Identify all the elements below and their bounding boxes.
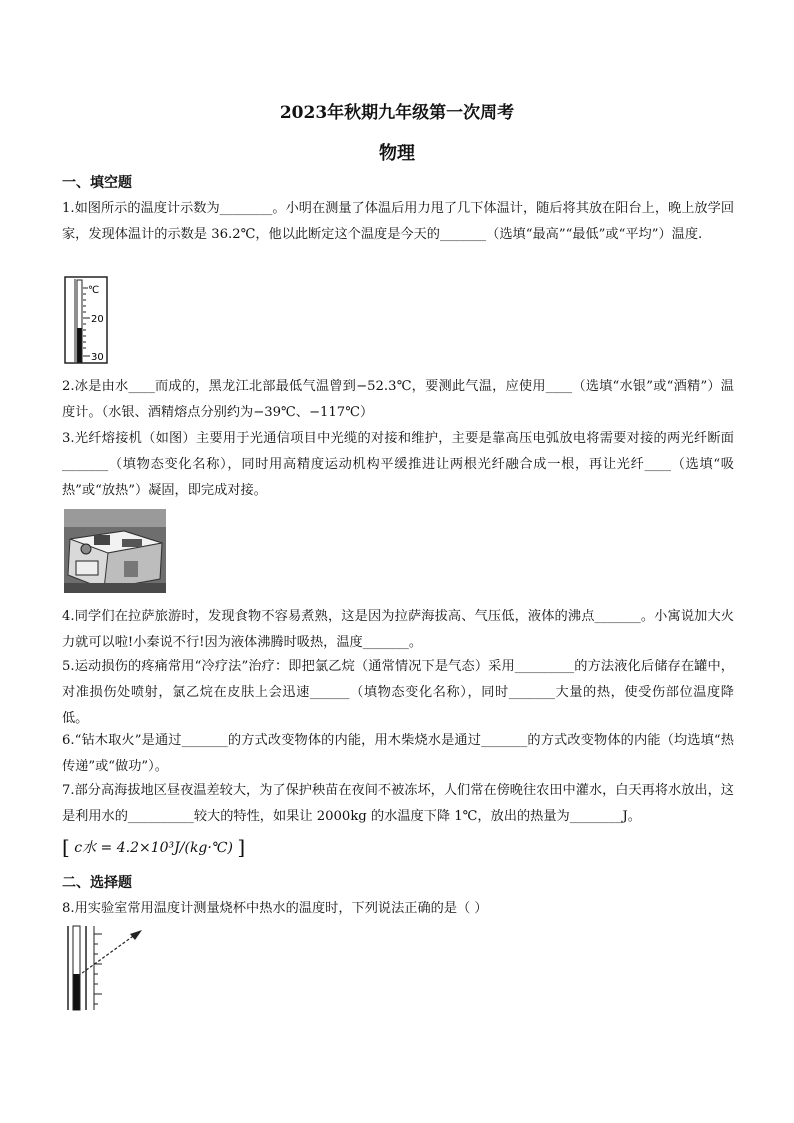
specific-heat-value: c水 = 4.2×10³J/(kg·℃) (74, 840, 233, 856)
thermometer-figure-q1 (64, 276, 110, 364)
question-2: 2.冰是由水____而成的，黑龙江北部最低气温曾到−52.3℃，要测此气温，应使用____（选填“水银”或“酒精”）温度计。（水银、酒精熔点分别约为−39℃、−117℃） (62, 379, 734, 420)
specific-heat-formula: [ c水 = 4.2×10³J/(kg·℃) ] (62, 835, 246, 859)
thermo-tick-20: 20 (91, 314, 104, 325)
question-3: 3.光纤熔接机（如图）主要用于光通信项目中光缆的对接和维护，主要是靠高压电弧放电将需要对接的两光纤断面_______（填物态变化名称），同时用高精度运动机构平缓推进让两根光纤融合成一根，再让光纤____（选填“吸热”或“放热”）凝固，即完成对接。 (62, 431, 734, 498)
thermometer-reading-figure-q8 (64, 924, 148, 1012)
question-1: 1.如图所示的温度计示数为________。小明在测量了体温后用力甩了几下体温计，随后将其放在阳台上，晚上放学回家，发现体温计的示数是 36.2℃，他以此断定这个温度是今天的_______（选填“最高”“最低”或“平均”）温度. (62, 201, 734, 242)
fusion-splicer-photo (64, 509, 166, 593)
question-5: 5.运动损伤的疼痛常用“冷疗法”治疗：即把氯乙烷（通常情况下是气态）采用_________的方法液化后储存在罐中，对准损伤处喷射，氯乙烷在皮肤上会迅速______（填物态变化名称），同时_______大量的热，使受伤部位温度降低。 (62, 659, 734, 726)
question-7: 7.部分高海拔地区昼夜温差较大，为了保护秧苗在夜间不被冻坏，人们常在傍晚往农田中灌水，白天再将水放出，这是利用水的__________较大的特性，如果让 2000kg 的水温度下降 1℃，放出的热量为________J。 (62, 783, 734, 824)
question-6: 6.“钻木取火”是通过_______的方式改变物体的内能，用木柴烧水是通过_______的方式改变物体的内能（均选填“热传递”或“做功”）。 (62, 733, 734, 774)
thermo-tick-30: 30 (91, 352, 104, 363)
question-4: 4.同学们在拉萨旅游时，发现食物不容易煮熟，这是因为拉萨海拔高、气压低，液体的沸点_______。小寓说加大火力就可以啦!小秦说不行!因为液体沸腾时吸热，温度_______。 (62, 609, 734, 650)
subject-title: 物理 (379, 143, 415, 164)
thermo-unit-label: ℃ (88, 285, 100, 296)
section-fill-in-heading: 一、填空题 (62, 175, 132, 191)
exam-title: 2023年秋期九年级第一次周考 (279, 103, 515, 123)
section-choice-heading: 二、选择题 (62, 875, 132, 891)
question-8: 8.用实验室常用温度计测量烧杯中热水的温度时，下列说法正确的是（ ） (62, 901, 488, 916)
